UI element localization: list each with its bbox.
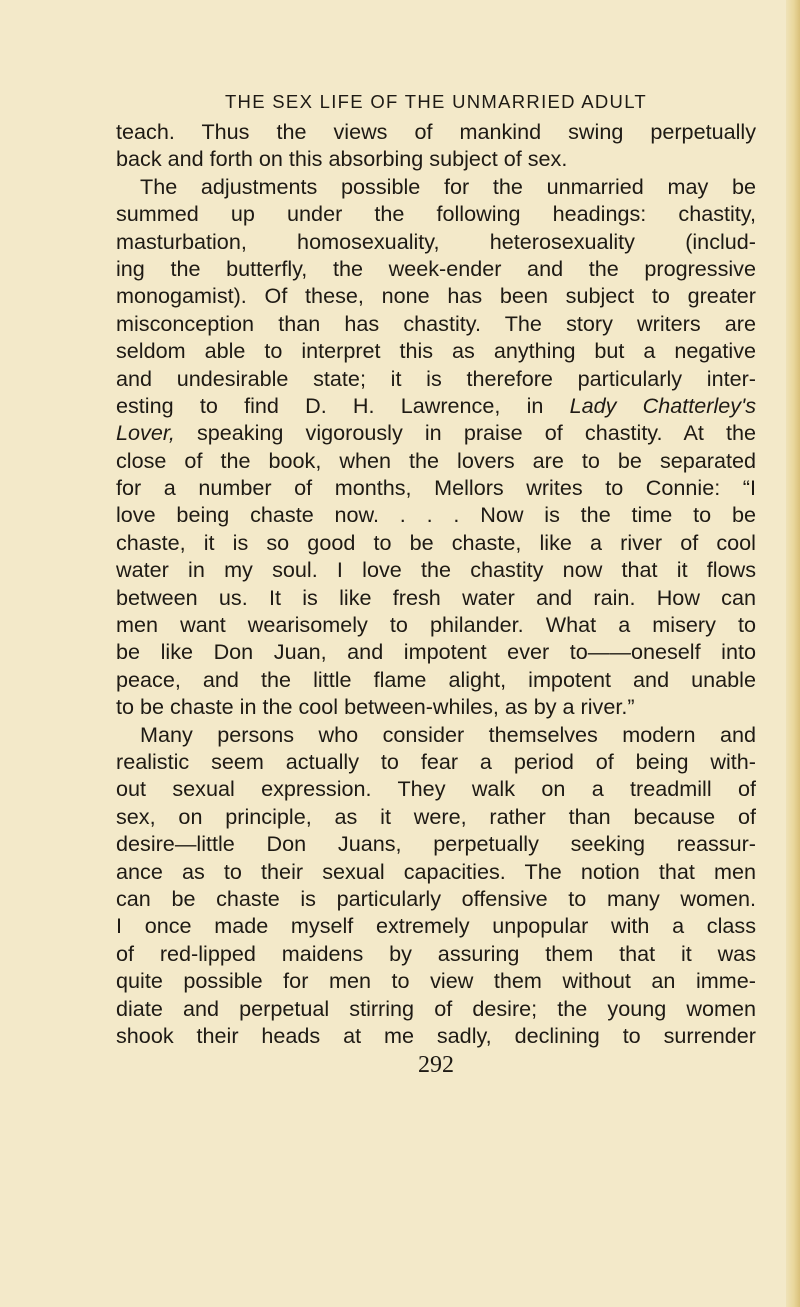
text-segment: diate and perpetual stirring of desire; the young women [116,995,756,1021]
paragraph [116,721,756,1050]
text-segment: sex, on principle, as it were, rather than because of [116,803,756,829]
text-segment: between us. It is like fresh water and rain. How can [116,584,756,610]
text-segment: masturbation, homosexuality, heterosexuality (includ- [116,228,756,254]
text-line [116,1022,756,1049]
text-line [116,803,756,830]
text-segment: ance as to their sexual capacities. The notion that men [116,858,756,884]
text-segment: back and forth on this absorbing subject of sex. [116,146,568,172]
running-head: THE SEX LIFE OF THE UNMARRIED ADULT [224,91,648,112]
text-segment: and undesirable state; it is therefore particularly inter- [116,365,756,391]
text-segment: realistic seem actually to fear a period of being with- [116,748,756,774]
text-segment: desire—little Don Juans, perpetually seeking reassur- [116,831,756,857]
text-line [116,775,756,802]
text-line [116,885,756,912]
page-number: 292 [418,1052,454,1079]
text-line [116,995,756,1022]
text-segment: quite possible for men to view them without an imme- [116,968,756,994]
text-line [116,501,756,528]
book-page [116,90,756,1079]
text-segment: ing the butterfly, the week-ender and the progressive [116,255,756,281]
text-segment: Many persons who consider themselves modern and [140,721,756,747]
text-line [116,584,756,611]
text-segment: men want wearisomely to philander. What a misery to [116,612,756,638]
text-line [116,748,756,775]
text-line [116,940,756,967]
text-segment: out sexual expression. They walk on a treadmill of [116,776,756,802]
text-segment: love being chaste now. . . . Now is the time to be [116,502,756,528]
paragraph [116,118,756,173]
paragraph [116,173,756,721]
text-line [116,830,756,857]
text-segment: monogamist). Of these, none has been subject to greater [116,283,756,309]
text-line [116,447,756,474]
text-line [116,145,756,172]
text-segment: summed up under the following headings: chastity, [116,201,756,227]
text-line [116,118,756,145]
text-segment: chaste, it is so good to be chaste, like a river of cool [116,529,756,555]
text-segment: can be chaste is particularly offensive to many women. [116,885,756,911]
italic-title-text: Lover, [116,420,175,446]
text-line [116,693,756,720]
text-segment: close of the book, when the lovers are to be separated [116,447,756,473]
text-line [116,200,756,227]
text-line [116,474,756,501]
italic-title-text: Lady Chatterley's [569,392,756,418]
text-segment: to be chaste in the cool between-whiles, as by a river.” [116,694,635,720]
text-line [116,529,756,556]
text-line [116,310,756,337]
text-line [116,912,756,939]
text-segment: water in my soul. I love the chastity now that it flows [116,557,756,583]
text-segment: teach. Thus the views of mankind swing perpetually [116,119,756,144]
text-segment: be like Don Juan, and impotent ever to——oneself into [116,639,756,665]
text-line [116,967,756,994]
body-text [116,118,756,1049]
text-segment: for a number of months, Mellors writes to Connie: “I [116,475,756,501]
text-line [116,282,756,309]
text-segment: shook their heads at me sadly, declining to surrender [116,1022,756,1048]
text-segment: misconception than has chastity. The story writers are [116,310,756,336]
text-line [116,365,756,392]
text-line [116,228,756,255]
text-segment: of red-lipped maidens by assuring them that it was [116,940,756,966]
text-line [116,255,756,282]
text-segment: The adjustments possible for the unmarried may be [140,173,756,199]
page-edge-shadow [786,0,800,1307]
text-line [116,173,756,200]
text-line [116,611,756,638]
text-line [116,858,756,885]
text-line [116,666,756,693]
text-line [116,419,756,446]
text-line [116,556,756,583]
text-segment: esting to find D. H. Lawrence, in [116,392,570,418]
text-segment: speaking vigorously in praise of chastity. At the [174,420,756,446]
text-segment: peace, and the little flame alight, impotent and unable [116,666,756,692]
text-line [116,392,756,419]
text-line [116,337,756,364]
text-segment: I once made myself extremely unpopular with a class [116,913,756,939]
text-segment: seldom able to interpret this as anything but a negative [116,338,756,364]
text-line [116,721,756,748]
text-line [116,638,756,665]
